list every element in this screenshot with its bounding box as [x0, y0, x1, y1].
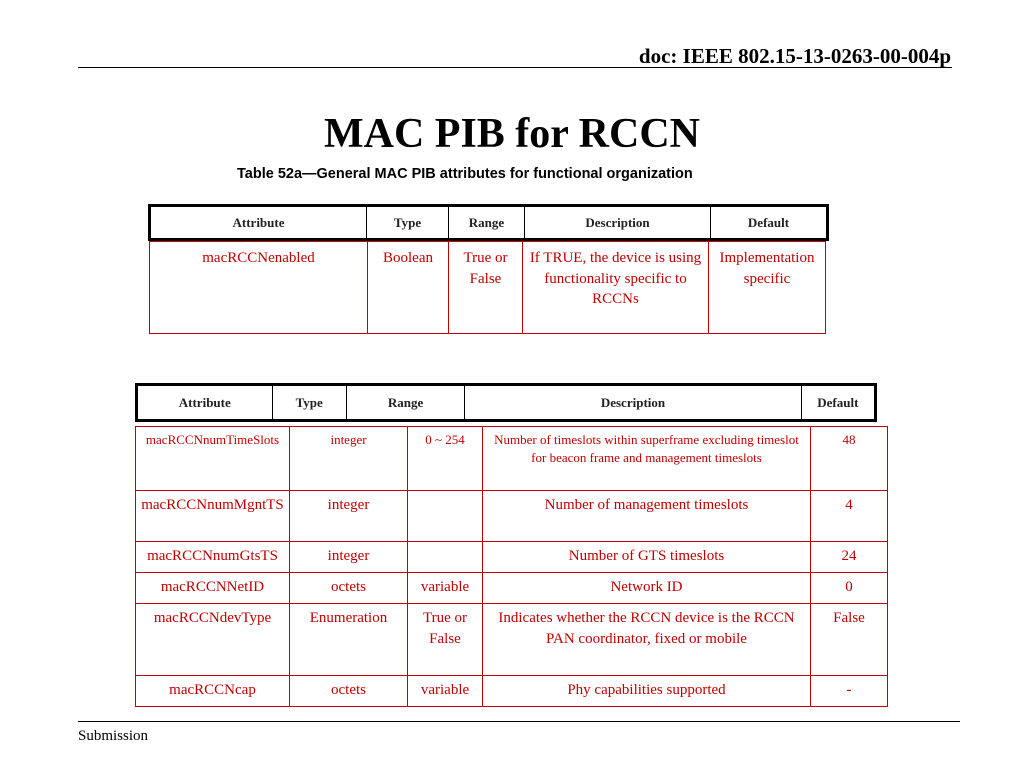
table-cell: macRCCNdevType	[136, 604, 290, 676]
table-cell: macRCCNnumTimeSlots	[136, 427, 290, 491]
table-cell: Phy capabilities supported	[483, 676, 811, 707]
slide-title: MAC PIB for RCCN	[323, 111, 700, 157]
table2-header-attribute: Attribute	[137, 385, 273, 421]
table-cell: 4	[811, 491, 888, 542]
table-cell: Number of timeslots within superframe excluding timeslot for beacon frame and management timeslots	[483, 427, 811, 491]
table-cell: False	[811, 604, 888, 676]
table-cell: variable	[408, 676, 483, 707]
table-cell	[408, 542, 483, 573]
footer-label: Submission	[78, 728, 149, 744]
table-row	[136, 604, 888, 676]
table2-header-description: Description	[465, 385, 801, 421]
table-cell: macRCCNenabled	[150, 242, 368, 334]
table1-header-default: Default	[711, 206, 828, 240]
table-cell: -	[811, 676, 888, 707]
table1-header-attribute: Attribute	[150, 206, 367, 240]
table-cell: macRCCNnumMgntTS	[136, 491, 290, 542]
table1-header-range: Range	[449, 206, 525, 240]
table-cell: 0 ~ 254	[408, 427, 483, 491]
table2-header-range: Range	[346, 385, 464, 421]
table-cell: Indicates whether the RCCN device is the RCCN PAN coordinator, fixed or mobile	[483, 604, 811, 676]
table1-header	[148, 204, 829, 241]
header-divider	[78, 67, 952, 68]
table-cell: integer	[290, 427, 408, 491]
table-cell: 24	[811, 542, 888, 573]
table-row	[136, 542, 888, 573]
table2-header	[135, 383, 877, 422]
table-cell: integer	[290, 491, 408, 542]
table-cell: Number of GTS timeslots	[483, 542, 811, 573]
table-cell: Network ID	[483, 573, 811, 604]
table-row	[136, 427, 888, 491]
table-row	[136, 573, 888, 604]
table-cell	[408, 491, 483, 542]
table-row	[136, 676, 888, 707]
table1-header-description: Description	[525, 206, 711, 240]
table-cell: macRCCNnumGtsTS	[136, 542, 290, 573]
table2-header-type: Type	[272, 385, 346, 421]
table-cell: 0	[811, 573, 888, 604]
table-cell: If TRUE, the device is using functionality specific to RCCNs	[523, 242, 709, 334]
table1-header-type: Type	[367, 206, 449, 240]
table-cell: Implementation specific	[709, 242, 826, 334]
table-cell: Number of management timeslots	[483, 491, 811, 542]
table-cell: macRCCNNetID	[136, 573, 290, 604]
footer-divider	[78, 721, 960, 722]
table-cell: 48	[811, 427, 888, 491]
table1-body	[149, 241, 826, 334]
table-row	[136, 491, 888, 542]
table-cell: integer	[290, 542, 408, 573]
table-cell: octets	[290, 573, 408, 604]
table-row	[150, 242, 826, 334]
table-cell: octets	[290, 676, 408, 707]
table2-header-default: Default	[801, 385, 875, 421]
table-caption: Table 52a—General MAC PIB attributes for functional organization	[237, 166, 693, 182]
table-cell: macRCCNcap	[136, 676, 290, 707]
table-cell: variable	[408, 573, 483, 604]
table-cell: True or False	[408, 604, 483, 676]
table-cell: True or False	[449, 242, 523, 334]
document-id: doc: IEEE 802.15-13-0263-00-004p	[638, 44, 951, 68]
table2-body	[135, 426, 888, 707]
table-cell: Enumeration	[290, 604, 408, 676]
table-cell: Boolean	[368, 242, 449, 334]
